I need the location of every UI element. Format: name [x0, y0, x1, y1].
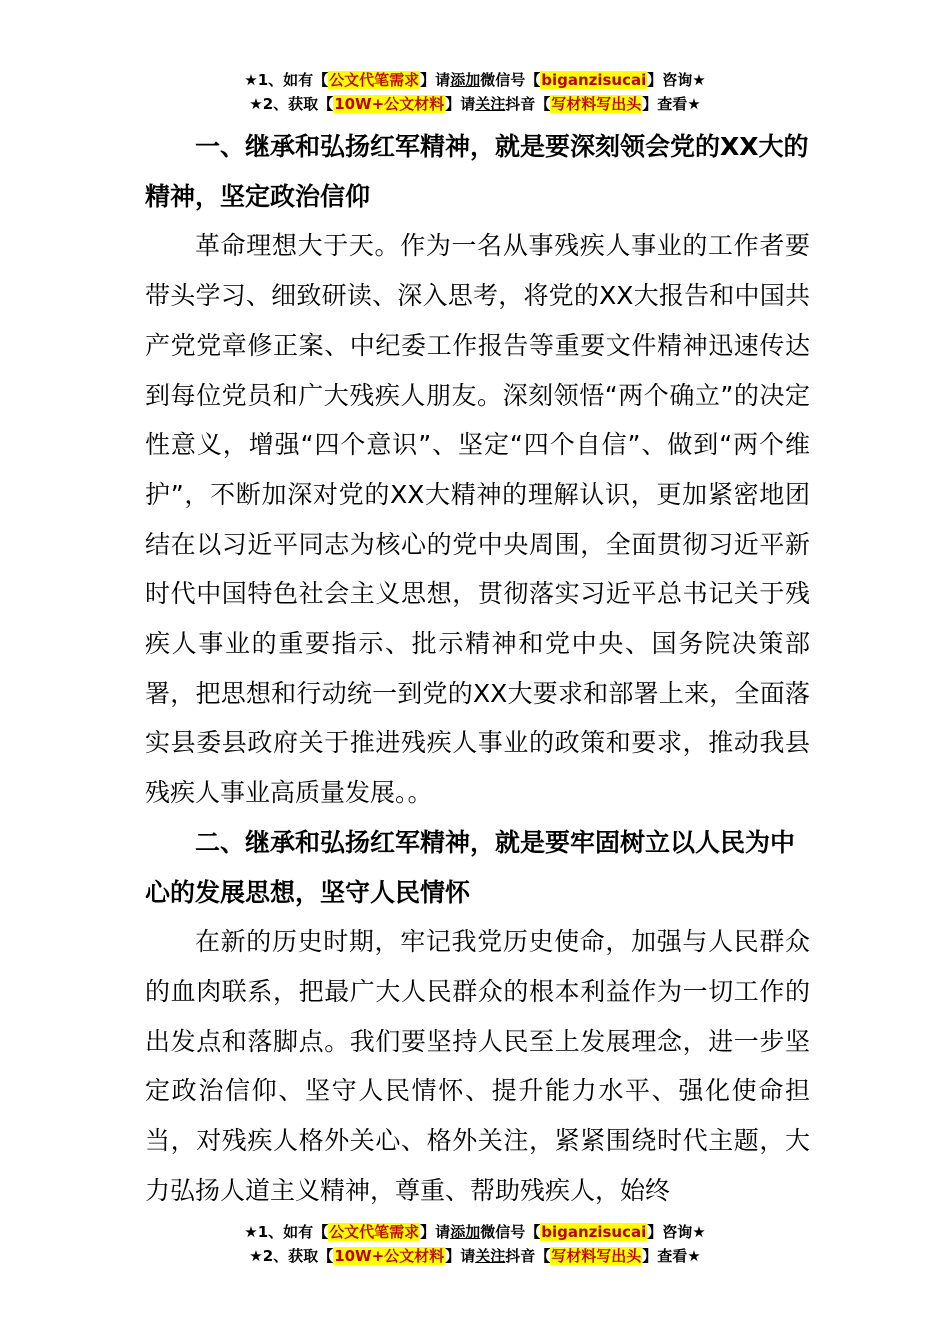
banner-text: ★2、获取【: [249, 95, 334, 113]
banner-line-1: [0, 68, 950, 92]
banner-highlight: biganzisucai: [541, 71, 647, 89]
banner-text: ★1、如有【: [244, 71, 329, 89]
top-banner: [0, 68, 950, 116]
banner-text: ★2、获取【: [249, 1247, 334, 1265]
bottom-banner: [0, 1220, 950, 1268]
banner-text: ★1、如有【: [244, 1223, 329, 1241]
section-heading: 二、继承和弘扬红军精神，就是要牢固树立以人民为中心的发展思想，坚守人民情怀: [145, 827, 796, 907]
banner-text: 】查看★: [642, 95, 701, 113]
banner-highlight: 10W+公文材料: [334, 95, 445, 113]
banner-text: 】请: [420, 71, 451, 89]
banner-text: 】请: [445, 95, 476, 113]
banner-text: 】请: [445, 1247, 476, 1265]
banner-highlight: 10W+公文材料: [334, 1247, 445, 1265]
banner-underline: 关注: [475, 1247, 506, 1265]
document-body: [145, 122, 810, 1215]
banner-underline: 关注: [475, 95, 506, 113]
banner-text: 抖音【: [505, 95, 551, 113]
banner-highlight: biganzisucai: [541, 1223, 647, 1241]
banner-line-1: [0, 1220, 950, 1244]
banner-text: 微信号【: [480, 1223, 541, 1241]
banner-highlight: 写材料写出头: [551, 1247, 642, 1265]
banner-text: 微信号【: [480, 71, 541, 89]
banner-highlight: 公文代笔需求: [329, 71, 420, 89]
banner-highlight: 公文代笔需求: [329, 1223, 420, 1241]
banner-text: 】咨询★: [647, 1223, 706, 1241]
banner-line-2: [0, 1244, 950, 1268]
banner-line-2: [0, 92, 950, 116]
banner-highlight: 写材料写出头: [551, 95, 642, 113]
banner-text: 】咨询★: [647, 71, 706, 89]
banner-text: 】请: [420, 1223, 451, 1241]
banner-underline: 添加: [450, 1223, 481, 1241]
section-paragraph: 在新的历史时期，牢记我党历史使命，加强与人民群众的血肉联系，把最广大人民群众的根本利益作为一切工作的出发点和落脚点。我们要坚持人民至上发展理念，进一步坚定政治信仰、坚守人民情怀、提升能力水平、强化使命担当，对残疾人格外关心、格外关注，紧紧围绕时代主题，大力弘扬人道主义精神，尊重、帮助残疾人，始终: [145, 927, 810, 1205]
section-paragraph: 革命理想大于天。作为一名从事残疾人事业的工作者要带头学习、细致研读、深入思考，将党的XX大报告和中国共产党党章修正案、中纪委工作报告等重要文件精神迅速传达到每位党员和广大残疾人朋友。深刻领悟“两个确立”的决定性意义，增强“四个意识”、坚定“四个自信”、做到“两个维护”，不断加深对党的XX大精神的理解认识，更加紧密地团结在以习近平同志为核心的党中央周围，全面贯彻习近平新时代中国特色社会主义思想，贯彻落实习近平总书记关于残疾人事业的重要指示、批示精神和党中央、国务院决策部署，把思想和行动统一到党的XX大要求和部署上来，全面落实县委县政府关于推进残疾人事业的政策和要求，推动我县残疾人事业高质量发展。。: [145, 231, 810, 808]
banner-text: 抖音【: [505, 1247, 551, 1265]
banner-text: 】查看★: [642, 1247, 701, 1265]
section-heading: 一、继承和弘扬红军精神，就是要深刻领会党的XX大的精神，坚定政治信仰: [145, 132, 809, 211]
banner-underline: 添加: [450, 71, 481, 89]
